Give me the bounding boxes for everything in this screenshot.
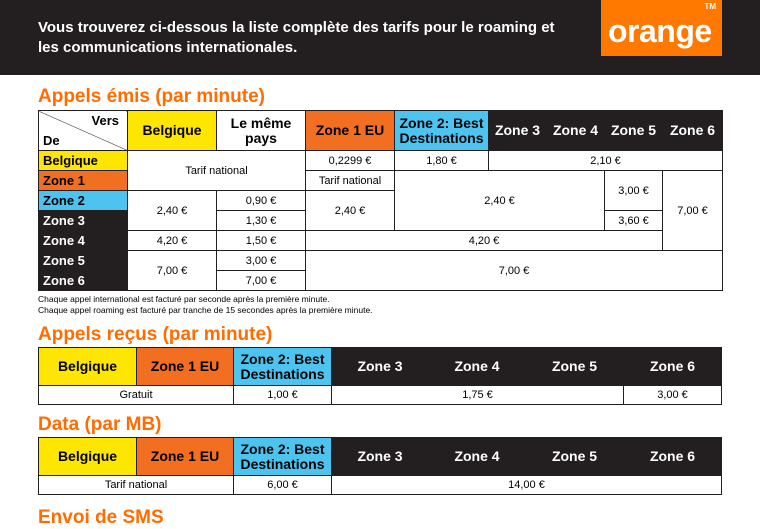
- data-title: Data (par MB): [38, 414, 162, 435]
- cell-z1-2-zone5: 3,00 €: [605, 171, 663, 211]
- cell-zone2: 6,00 €: [234, 476, 332, 495]
- col-same-country: Le même pays: [217, 111, 306, 151]
- row-zone2: Zone 2: [39, 191, 128, 211]
- col-zone5: Zone 5: [526, 348, 624, 386]
- cell-z5-6-belgique: 7,00 €: [128, 251, 217, 291]
- col-zone2: Zone 2: Best Destinations: [395, 111, 489, 151]
- col-zone3: Zone 3: [489, 111, 547, 151]
- col-zone4: Zone 4: [429, 348, 526, 386]
- cell-tarif-national: Tarif national: [128, 151, 306, 191]
- sms-title: Envoi de SMS: [38, 507, 164, 528]
- row-zone5: Zone 5: [39, 251, 128, 271]
- calls-in-table: [38, 347, 722, 405]
- col-zone4: Zone 4: [429, 438, 526, 476]
- cell-z4-same: 1,50 €: [217, 231, 306, 251]
- corner-from-label: De: [43, 133, 60, 148]
- cell-be-zone2: 1,80 €: [395, 151, 489, 171]
- col-belgique: Belgique: [39, 348, 137, 386]
- col-zone6: Zone 6: [663, 111, 723, 151]
- cell-z2-3-belgique: 2,40 €: [128, 191, 217, 231]
- cell-be-zone3-6: 2,10 €: [489, 151, 723, 171]
- cell-z2-3-zone1: 2,40 €: [306, 191, 395, 231]
- intro-line-1: Vous trouverez ci-dessous la liste complète des tarifs pour le roaming et: [38, 19, 555, 36]
- col-zone5: Zone 5: [526, 438, 624, 476]
- col-zone3: Zone 3: [332, 348, 429, 386]
- orange-logo: [601, 0, 722, 56]
- calls-out-title: Appels émis (par minute): [38, 86, 265, 107]
- intro-text: [38, 18, 578, 58]
- col-zone5: Zone 5: [605, 111, 663, 151]
- calls-out-note-2: Chaque appel roaming est facturé par tranche de 15 secondes après la première minute.: [38, 305, 373, 315]
- cell-z3-same: 1,30 €: [217, 211, 306, 231]
- data-table: [38, 437, 722, 495]
- calls-out-table: [38, 110, 723, 291]
- col-zone2: Zone 2: Best Destinations: [234, 348, 332, 386]
- row-zone4: Zone 4: [39, 231, 128, 251]
- cell-z4-belgique: 4,20 €: [128, 231, 217, 251]
- cell-zone3-6: 14,00 €: [332, 476, 722, 495]
- cell-z1-4-zone6: 7,00 €: [663, 171, 723, 251]
- col-zone3: Zone 3: [332, 438, 429, 476]
- row-belgique: Belgique: [39, 151, 128, 171]
- cell-z3-zone5: 3,60 €: [605, 211, 663, 231]
- col-zone1: Zone 1 EU: [306, 111, 395, 151]
- cell-z6-same: 7,00 €: [217, 271, 306, 291]
- cell-z5-6-rest: 7,00 €: [306, 251, 723, 291]
- cell-z4-rest: 4,20 €: [306, 231, 663, 251]
- row-zone3: Zone 3: [39, 211, 128, 231]
- row-zone6: Zone 6: [39, 271, 128, 291]
- col-zone2: Zone 2: Best Destinations: [234, 438, 332, 476]
- cell-z1-zone1: Tarif national: [306, 171, 395, 191]
- logo-trademark: TM: [704, 2, 716, 11]
- cell-zone3-5: 1,75 €: [332, 386, 624, 405]
- calls-out-note-1: Chaque appel international est facturé par seconde après la première minute.: [38, 294, 330, 304]
- logo-text: orange: [608, 13, 712, 49]
- cell-z5-same: 3,00 €: [217, 251, 306, 271]
- cell-zone6: 3,00 €: [624, 386, 722, 405]
- cell-z2-same: 0,90 €: [217, 191, 306, 211]
- cell-be-zone1: 0,2299 €: [306, 151, 395, 171]
- col-belgique: Belgique: [128, 111, 217, 151]
- col-zone6: Zone 6: [624, 348, 722, 386]
- col-zone6: Zone 6: [624, 438, 722, 476]
- corner-to-label: Vers: [91, 113, 119, 128]
- col-belgique: Belgique: [39, 438, 137, 476]
- corner-header: [39, 111, 128, 151]
- header-banner: [0, 0, 760, 75]
- col-zone1: Zone 1 EU: [137, 348, 234, 386]
- cell-z1-3-zone2-4: 2,40 €: [395, 171, 605, 231]
- col-zone1: Zone 1 EU: [137, 438, 234, 476]
- cell-national: Tarif national: [39, 476, 234, 495]
- cell-zone2: 1,00 €: [234, 386, 332, 405]
- col-zone4: Zone 4: [547, 111, 605, 151]
- cell-free: Gratuit: [39, 386, 234, 405]
- row-zone1: Zone 1: [39, 171, 128, 191]
- calls-in-title: Appels reçus (par minute): [38, 324, 273, 345]
- intro-line-2: les communications internationales.: [38, 39, 298, 56]
